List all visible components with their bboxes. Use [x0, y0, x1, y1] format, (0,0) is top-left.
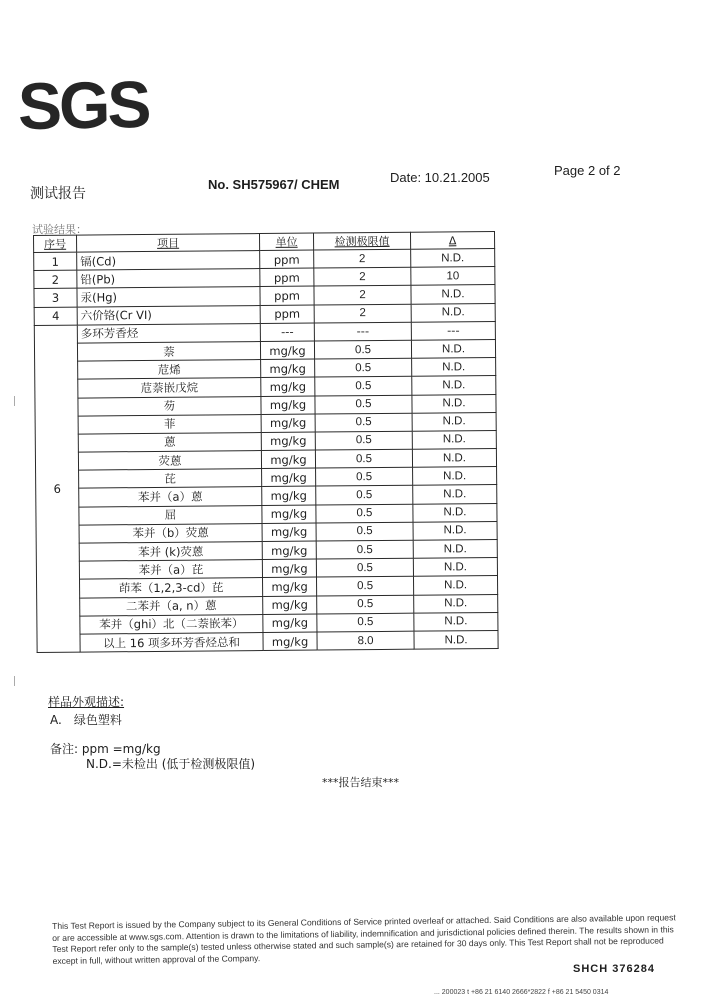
col-header-item: 项目	[77, 234, 260, 253]
cell-result: N.D.	[412, 449, 496, 468]
cell-unit: mg/kg	[261, 450, 315, 469]
cell-limit: 0.5	[316, 522, 413, 541]
cell-item: 以上 16 项多环芳香烃总和	[80, 632, 263, 652]
note-line-2: N.D.=未检出 (低于检测极限值)	[86, 757, 256, 771]
cell-limit: 0.5	[316, 467, 413, 486]
cell-result: N.D.	[413, 521, 497, 540]
cell-limit: 2	[314, 304, 411, 323]
cell-item: 苊烯	[78, 360, 261, 380]
cell-result: N.D.	[411, 248, 495, 267]
cell-result: N.D.	[412, 430, 496, 449]
col-header-unit: 单位	[259, 233, 313, 250]
cell-result: N.D.	[411, 339, 495, 358]
cell-unit: mg/kg	[262, 486, 316, 505]
cell-result: N.D.	[412, 412, 496, 431]
footer-disclaimer: This Test Report is issued by the Company subject to its General Conditions of Service printed overleaf or attached. Said Conditions are also available upon request or are accessible at www.sgs.com. Attention is drawn to the limitations of liability, indemnification and jurisdictional policies defined therein. The results shown in this Test Report refer only to the sample(s) tested unless otherwise stated and such sample(s) are retained for 30 days only. This Test Report shall not be reproduced except in full, without written approval of the Company.	[52, 912, 676, 966]
cell-item: 苯并（b）荧蒽	[79, 523, 262, 543]
cell-unit: ppm	[260, 286, 314, 305]
cell-item: 蒽	[78, 432, 261, 452]
cell-item: 苯并 (k)荧蒽	[79, 542, 262, 562]
cell-result: N.D.	[413, 558, 497, 577]
document-code: SHCH 376284	[573, 963, 655, 975]
cell-limit: 8.0	[317, 631, 414, 650]
cell-unit: mg/kg	[262, 559, 316, 578]
cell-result: N.D.	[413, 503, 497, 522]
report-title: 测试报告	[30, 186, 86, 202]
cell-unit: mg/kg	[262, 541, 316, 560]
cell-unit: mg/kg	[262, 523, 316, 542]
cell-item: 苯并（a）蒽	[79, 487, 262, 507]
sgs-logo: SGS	[17, 66, 150, 144]
cell-result: ---	[411, 321, 495, 340]
cell-no: 2	[34, 270, 77, 289]
end-of-report: ***报告结束***	[322, 776, 399, 789]
cell-result: N.D.	[412, 394, 496, 413]
report-number: No. SH575967/ CHEM	[208, 177, 340, 192]
cell-item: 六价铬(Cr VI)	[77, 305, 260, 325]
page-indicator: Page 2 of 2	[554, 163, 621, 178]
cell-result: N.D.	[412, 358, 496, 377]
cell-result: N.D.	[413, 539, 497, 558]
cell-item: 屈	[79, 505, 262, 525]
cell-unit: mg/kg	[261, 396, 315, 415]
cell-item: 荧蒽	[78, 451, 261, 471]
cell-limit: 0.5	[317, 595, 414, 614]
cell-item: 多环芳香烃	[77, 323, 260, 343]
cell-no: 1	[34, 252, 77, 271]
cell-unit: mg/kg	[261, 414, 315, 433]
cell-unit: mg/kg	[261, 432, 315, 451]
results-label: 试验结果：	[32, 223, 87, 236]
cell-result: N.D.	[411, 285, 495, 304]
cell-unit: mg/kg	[262, 468, 316, 487]
cell-unit: mg/kg	[263, 596, 317, 615]
col-header-limit: 检测极限值	[313, 232, 410, 250]
cell-limit: 0.5	[315, 413, 412, 432]
cell-unit: ppm	[260, 250, 314, 269]
cell-item: 苯并（a）芘	[79, 560, 262, 580]
cell-unit: mg/kg	[262, 505, 316, 524]
cell-limit: 0.5	[315, 449, 412, 468]
cell-item: 芘	[79, 469, 262, 489]
cell-unit: ppm	[260, 305, 314, 324]
cell-result: N.D.	[411, 303, 495, 322]
cell-unit: mg/kg	[263, 614, 317, 633]
cell-group-no: 6	[34, 325, 80, 653]
footer-contact: ... 200023 t +86 21 6140 2666*2822 f +86 21 5450 0314	[434, 989, 609, 996]
cell-limit: 0.5	[316, 577, 413, 596]
cell-limit: 0.5	[314, 340, 411, 359]
cell-item: 苊萘嵌戊烷	[78, 378, 261, 398]
cell-unit: ppm	[260, 268, 314, 287]
cell-result: N.D.	[414, 612, 498, 631]
cell-item: 茚苯（1,2,3-cd）芘	[80, 578, 263, 598]
cell-item: 镉(Cd)	[77, 251, 260, 271]
cell-limit: 0.5	[315, 431, 412, 450]
cell-result: N.D.	[413, 576, 497, 595]
cell-limit: 0.5	[315, 395, 412, 414]
cell-limit: 0.5	[315, 358, 412, 377]
cell-limit: 0.5	[316, 540, 413, 559]
cell-limit: 0.5	[316, 504, 413, 523]
cell-limit: ---	[314, 322, 411, 341]
cell-result: N.D.	[414, 630, 498, 649]
cell-item: 萘	[77, 341, 260, 361]
cell-result: N.D.	[413, 467, 497, 486]
cell-item: 芴	[78, 396, 261, 416]
cell-item: 菲	[78, 414, 261, 434]
cell-unit: mg/kg	[263, 577, 317, 596]
cell-limit: 2	[314, 286, 411, 305]
table-row-total	[37, 630, 498, 652]
col-header-no: 序号	[34, 235, 77, 252]
sample-description-a: A. 绿色塑料	[50, 713, 122, 727]
scan-mark	[14, 676, 17, 686]
cell-result: 10	[411, 267, 495, 286]
sample-description-heading: 样品外观描述:	[48, 695, 125, 709]
cell-limit: 0.5	[317, 613, 414, 632]
cell-unit: mg/kg	[261, 359, 315, 378]
cell-item: 汞(Hg)	[77, 287, 260, 307]
scan-mark	[14, 396, 17, 406]
cell-result: N.D.	[414, 594, 498, 613]
cell-unit: ---	[260, 323, 314, 342]
report-date: Date: 10.21.2005	[390, 170, 490, 185]
cell-limit: 2	[314, 249, 411, 268]
cell-item: 铅(Pb)	[77, 269, 260, 289]
cell-unit: mg/kg	[263, 632, 317, 651]
cell-result: N.D.	[412, 376, 496, 395]
cell-unit: mg/kg	[261, 377, 315, 396]
cell-no: 3	[34, 288, 77, 307]
note-line-1: 备注: ppm =mg/kg	[50, 742, 161, 756]
cell-limit: 2	[314, 267, 411, 286]
cell-no: 4	[34, 307, 77, 326]
cell-unit: mg/kg	[260, 341, 314, 360]
cell-item: 苯并（ghi）北（二萘嵌苯）	[80, 614, 263, 634]
cell-limit: 0.5	[315, 377, 412, 396]
cell-result: N.D.	[413, 485, 497, 504]
cell-item: 二苯并（a, n）蒽	[80, 596, 263, 616]
results-table	[33, 231, 499, 653]
cell-limit: 0.5	[316, 558, 413, 577]
cell-limit: 0.5	[316, 486, 413, 505]
col-header-result: Δ	[410, 231, 494, 249]
